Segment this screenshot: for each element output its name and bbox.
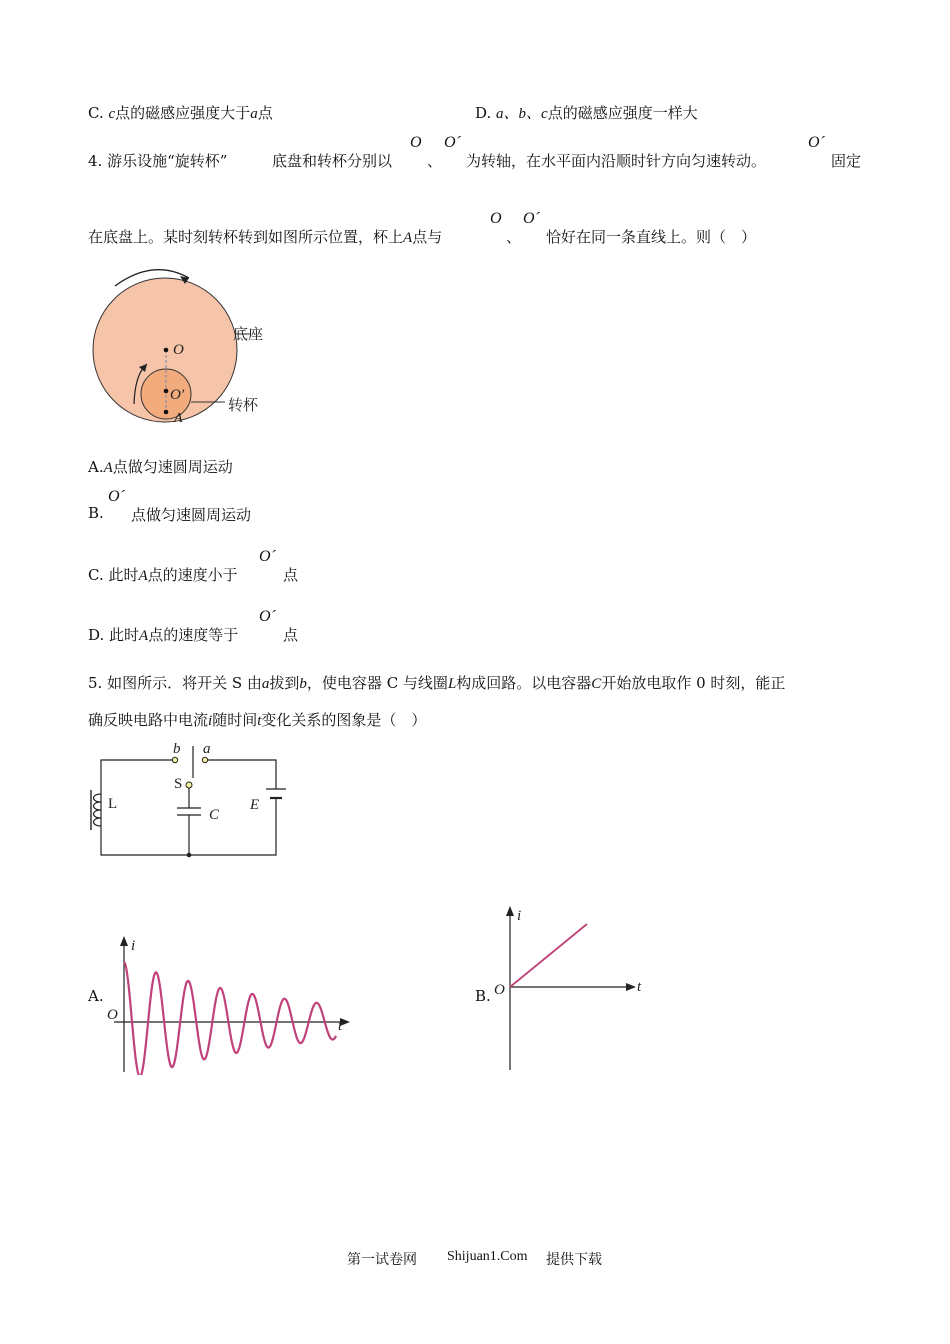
q4-stem-text: 为转轴，在水平面内沿顺时针方向匀速转动。 [466, 152, 767, 170]
var-L: L [447, 676, 457, 692]
inductor-coil [94, 794, 102, 826]
option-text: 点的速度小于 [147, 566, 238, 584]
option-label: D. [475, 104, 492, 122]
point-O [164, 348, 169, 353]
q5-option-b-label: B. [475, 987, 491, 1005]
var-A: A [139, 628, 149, 644]
label-E: E [250, 797, 260, 813]
q4-stem-line2 [88, 226, 442, 247]
q3-option-c [88, 102, 273, 123]
arrow-head [120, 936, 128, 946]
option-text: 点的磁感应强度一样大 [547, 104, 698, 122]
arrow-head [626, 983, 636, 991]
switch-pivot [186, 782, 192, 788]
symbol-O-prime: O´ [444, 134, 461, 151]
symbol-O: O [490, 210, 502, 227]
terminal-a [202, 757, 207, 762]
option-text: 点 [257, 104, 273, 122]
symbol-O-prime: O´ [523, 210, 540, 227]
q5-stem-line2 [88, 709, 426, 730]
lc-circuit-figure [80, 738, 290, 863]
q4-stem-sep: 、 [427, 152, 443, 170]
option-text: 点的磁感应强度大于 [115, 104, 251, 122]
q5-stem-text: 构成回路。以电容器 [456, 674, 592, 692]
option-text: 点做匀速圆周运动 [112, 458, 233, 476]
label-t: t [338, 1018, 343, 1034]
footer-provide-text: 提供下载 [546, 1252, 602, 1268]
q4-stem-text: 恰好在同一条直线上。则（ ） [546, 228, 757, 246]
q5-stem-text: 随时间 [212, 711, 258, 729]
q4-stem-text: 在底盘上。某时刻转杯转到如图所示位置，杯上 [88, 228, 404, 246]
q4-stem-text: 底盘和转杯分别以 [272, 152, 393, 170]
q4-option-b-text: 点做匀速圆周运动 [131, 506, 252, 524]
q3-option-d [475, 102, 698, 123]
var-A: A [138, 568, 148, 584]
q4-option-b-label: B. [88, 504, 104, 522]
q4-option-a [88, 456, 233, 477]
var-C: C [591, 676, 602, 692]
label-O-prime: O' [170, 387, 185, 403]
symbol-O-prime: O´ [108, 488, 125, 505]
q5-stem-text: 5. 如图所示．将开关 S 由 [88, 674, 262, 692]
q4-option-c [88, 564, 238, 585]
label-S: S [174, 776, 183, 792]
q4-stem-text: 固定 [831, 152, 862, 170]
symbol-O-prime: O´ [808, 134, 825, 151]
circuit-wire-right [205, 760, 276, 789]
label-C: C [209, 807, 220, 823]
label-a: a [203, 741, 211, 757]
label-O: O [107, 1007, 118, 1023]
var-i: i [208, 713, 213, 729]
footer-site-url[interactable]: Shijuan1.Com [447, 1249, 528, 1264]
option-label: C. [88, 104, 104, 122]
q5-stem-text: 开始放电取作 0 时刻，能正 [601, 674, 786, 692]
rotating-cup-figure [85, 262, 305, 432]
q5-stem-text: 拔到 [269, 674, 300, 692]
linear-current-line [510, 924, 587, 987]
damped-current-curve [124, 962, 336, 1075]
q4-stem-text: 点与 [412, 228, 443, 246]
option-text: 点 [283, 566, 299, 584]
var-a: a [250, 106, 258, 122]
q5-stem-text: 确反映电路中电流 [88, 711, 209, 729]
base-label: 底座 [233, 327, 264, 343]
q4-stem-start: 4. 游乐设施“旋转杯” [88, 152, 228, 170]
var-A: A [103, 460, 113, 476]
var-a: a [261, 676, 270, 692]
label-t: t [637, 979, 642, 995]
point-A [164, 410, 169, 415]
var-t: t [257, 713, 262, 729]
var-c: c [108, 106, 116, 122]
q5-stem-text: ，使电容器 C 与线圈 [306, 674, 448, 692]
q5-stem-line1 [88, 672, 785, 693]
symbol-O-prime: O´ [259, 608, 276, 625]
terminal-b [172, 757, 177, 762]
option-text: C. 此时 [88, 566, 139, 584]
symbol-O: O [410, 134, 422, 151]
symbol-O-prime: O´ [259, 548, 276, 565]
label-O: O [494, 982, 505, 998]
graph-b-linear [490, 900, 660, 1075]
option-text: 点的速度等于 [148, 626, 239, 644]
var-A: A [403, 230, 413, 246]
cup-label: 转杯 [228, 398, 259, 414]
footer-site-name: 第一试卷网 [347, 1252, 417, 1268]
label-i: i [131, 938, 136, 954]
label-i: i [517, 908, 522, 924]
q5-option-a-label: A. [88, 987, 104, 1005]
label-A: A [174, 411, 183, 426]
arrow-head [506, 906, 514, 916]
q5-stem-text: 变化关系的图象是（ ） [261, 711, 427, 729]
q4-option-d [88, 624, 238, 645]
q4-stem-sep: 、 [506, 228, 522, 246]
label-O: O [173, 342, 184, 358]
label-b: b [173, 741, 181, 757]
label-L: L [108, 796, 118, 812]
option-text: 点 [283, 626, 299, 644]
graph-a-damped-oscillation [100, 930, 362, 1075]
option-label: A. [88, 458, 104, 476]
point-O-prime [164, 389, 169, 394]
option-text: D. 此时 [88, 626, 140, 644]
var-b: b [299, 676, 307, 692]
vars-abc: a、b、c [496, 106, 548, 122]
junction-dot [187, 853, 192, 858]
